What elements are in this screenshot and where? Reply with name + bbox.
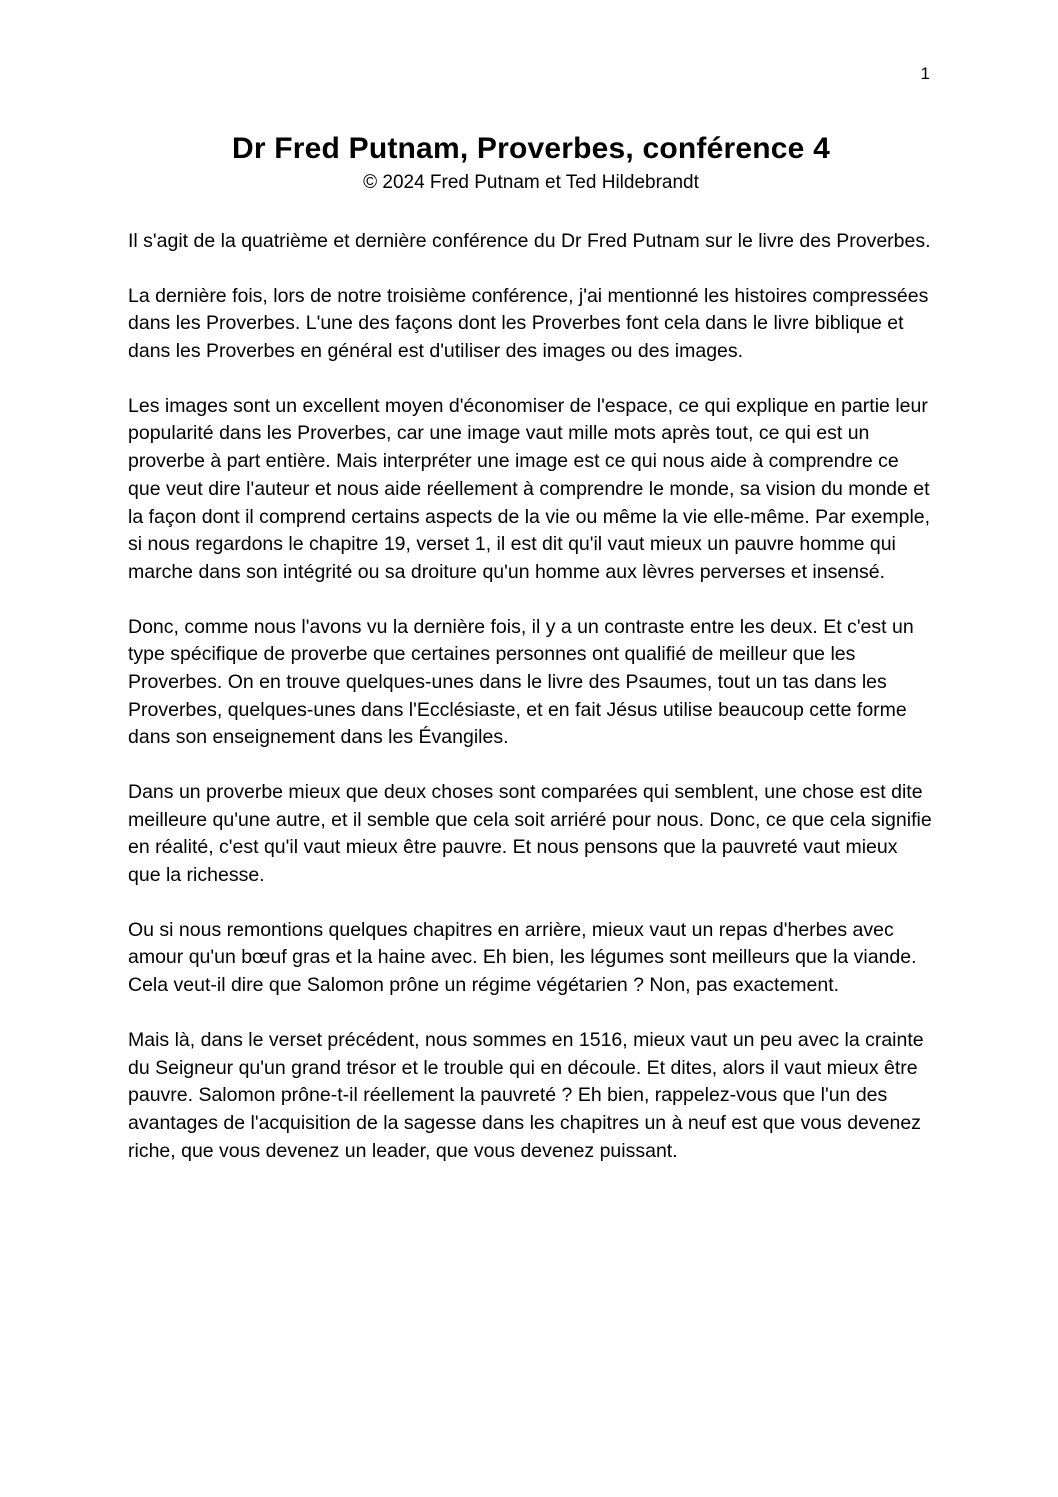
document-subtitle: © 2024 Fred Putnam et Ted Hildebrandt [363, 172, 699, 193]
document-content [128, 132, 934, 1192]
paragraph: Les images sont un excellent moyen d'économiser de l'espace, ce qui explique en partie leur popularité dans les Proverbes, car une image vaut mille mots après tout, ce qui est un proverbe à part entière. Mais interpréter une image est ce qui nous aide à comprendre ce que veut dire l'auteur et nous aide réellement à comprendre le monde, sa vision du monde et la façon dont il comprend certains aspects de la vie ou même la vie elle-même. Par exemple, si nous regardons le chapitre 19, verset 1, il est dit qu'il vaut mieux un pauvre homme qui marche dans son intégrité ou sa droiture qu'un homme aux lèvres perverses et insensé. [128, 394, 931, 583]
page-number: 1 [920, 64, 930, 83]
paragraph: Donc, comme nous l'avons vu la dernière fois, il y a un contraste entre les deux. Et c'est un type spécifique de proverbe que certaines personnes ont qualifié de meilleur que les Proverbes. On en trouve quelques-unes dans le livre des Psaumes, tout un tas dans les Proverbes, quelques-unes dans l'Ecclésiaste, et en fait Jésus utilise beaucoup cette forme dans son enseignement dans les Évangiles. [128, 615, 914, 749]
paragraph: La dernière fois, lors de notre troisième conférence, j'ai mentionné les histoires compressées dans les Proverbes. L'une des façons dont les Proverbes font cela dans le livre biblique et dans les Proverbes en général est d'utiliser des images ou des images. [128, 284, 929, 363]
paragraph: Mais là, dans le verset précédent, nous sommes en 1516, mieux vaut un peu avec la crainte du Seigneur qu'un grand trésor et le trouble qui en découle. Et dites, alors il vaut mieux être pauvre. Salomon prône-t-il réellement la pauvreté ? Eh bien, rappelez-vous que l'un des avantages de l'acquisition de la sagesse dans les chapitres un à neuf est que vous devenez riche, que vous devenez un leader, que vous devenez puissant. [128, 1028, 924, 1162]
paragraph: Ou si nous remontions quelques chapitres en arrière, mieux vaut un repas d'herbes avec amour qu'un bœuf gras et la haine avec. Eh bien, les légumes sont meilleurs que la viande. Cela veut-il dire que Salomon prône un régime végétarien ? Non, pas exactement. [128, 918, 917, 997]
paragraph: Il s'agit de la quatrième et dernière conférence du Dr Fred Putnam sur le livre des Proverbes. [128, 230, 931, 252]
document-body [128, 228, 934, 1165]
paragraph: Dans un proverbe mieux que deux choses sont comparées qui semblent, une chose est dite meilleure qu'une autre, et il semble que cela soit arriéré pour nous. Donc, ce que cela signifie en réalité, c'est qu'il vaut mieux être pauvre. Et nous pensons que la pauvreté vaut mieux que la richesse. [128, 781, 932, 887]
document-title: Dr Fred Putnam, Proverbes, conférence 4 [231, 132, 830, 165]
